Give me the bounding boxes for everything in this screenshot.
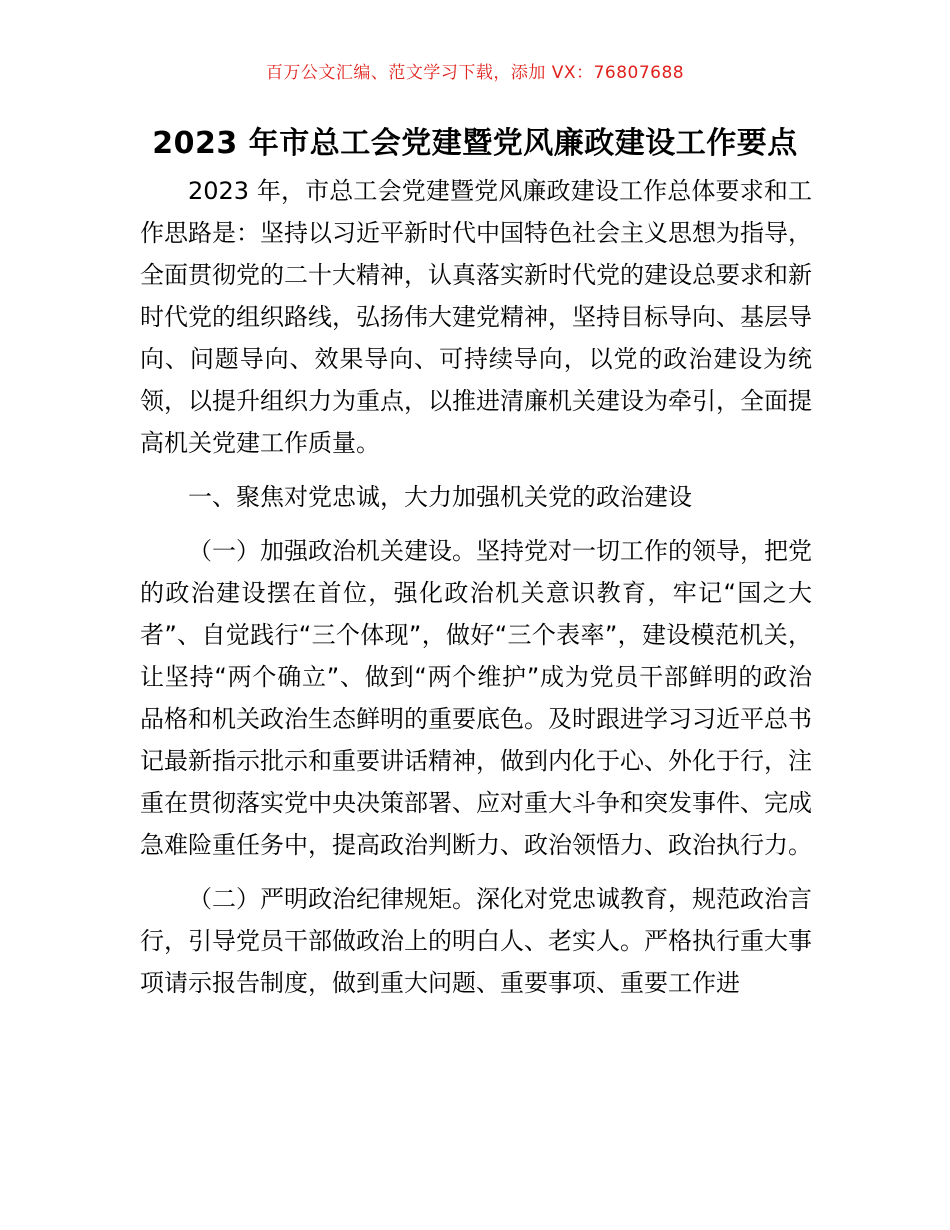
watermark-banner: 百万公文汇编、范文学习下载，添加 VX：76807688 [265, 63, 685, 83]
item-paragraph: （二）严明政治纪律规矩。深化对党忠诚教育，规范政治言行，引导党员干部做政治上的明白人、老实人。严格执行重大事项请示报告制度，做到重大问题、重要事项、重要工作进 [140, 885, 812, 997]
document-title: 2023 年市总工会党建暨党风廉政建设工作要点 [152, 126, 798, 161]
section-heading: 一、聚焦对党忠诚，大力加强机关党的政治建设 [188, 483, 692, 511]
intro-paragraph: 2023 年，市总工会党建暨党风廉政建设工作总体要求和工作思路是：坚持以习近平新时代中国特色社会主义思想为指导，全面贯彻党的二十大精神，认真落实新时代党的建设总要求和新时代党的组织路线，弘扬伟大建党精神，坚持目标导向、基层导向、问题导向、效果导向、可持续导向，以党的政治建设为统领，以提升组织力为重点，以推进清廉机关建设为牵引，全面提高机关党建工作质量。 [140, 177, 812, 457]
document-body [140, 170, 812, 1004]
item-paragraph: （一）加强政治机关建设。坚持党对一切工作的领导，把党的政治建设摆在首位，强化政治机关意识教育，牢记“国之大者”、自觉践行“三个体现”，做好“三个表率”，建设模范机关，让坚持“两个确立”、做到“两个维护”成为党员干部鲜明的政治品格和机关政治生态鲜明的重要底色。及时跟进学习习近平总书记最新指示批示和重要讲话精神，做到内化于心、外化于行，注重在贯彻落实党中央决策部署、应对重大斗争和突发事件、完成急难险重任务中，提高政治判断力、政治领悟力、政治执行力。 [140, 537, 812, 859]
